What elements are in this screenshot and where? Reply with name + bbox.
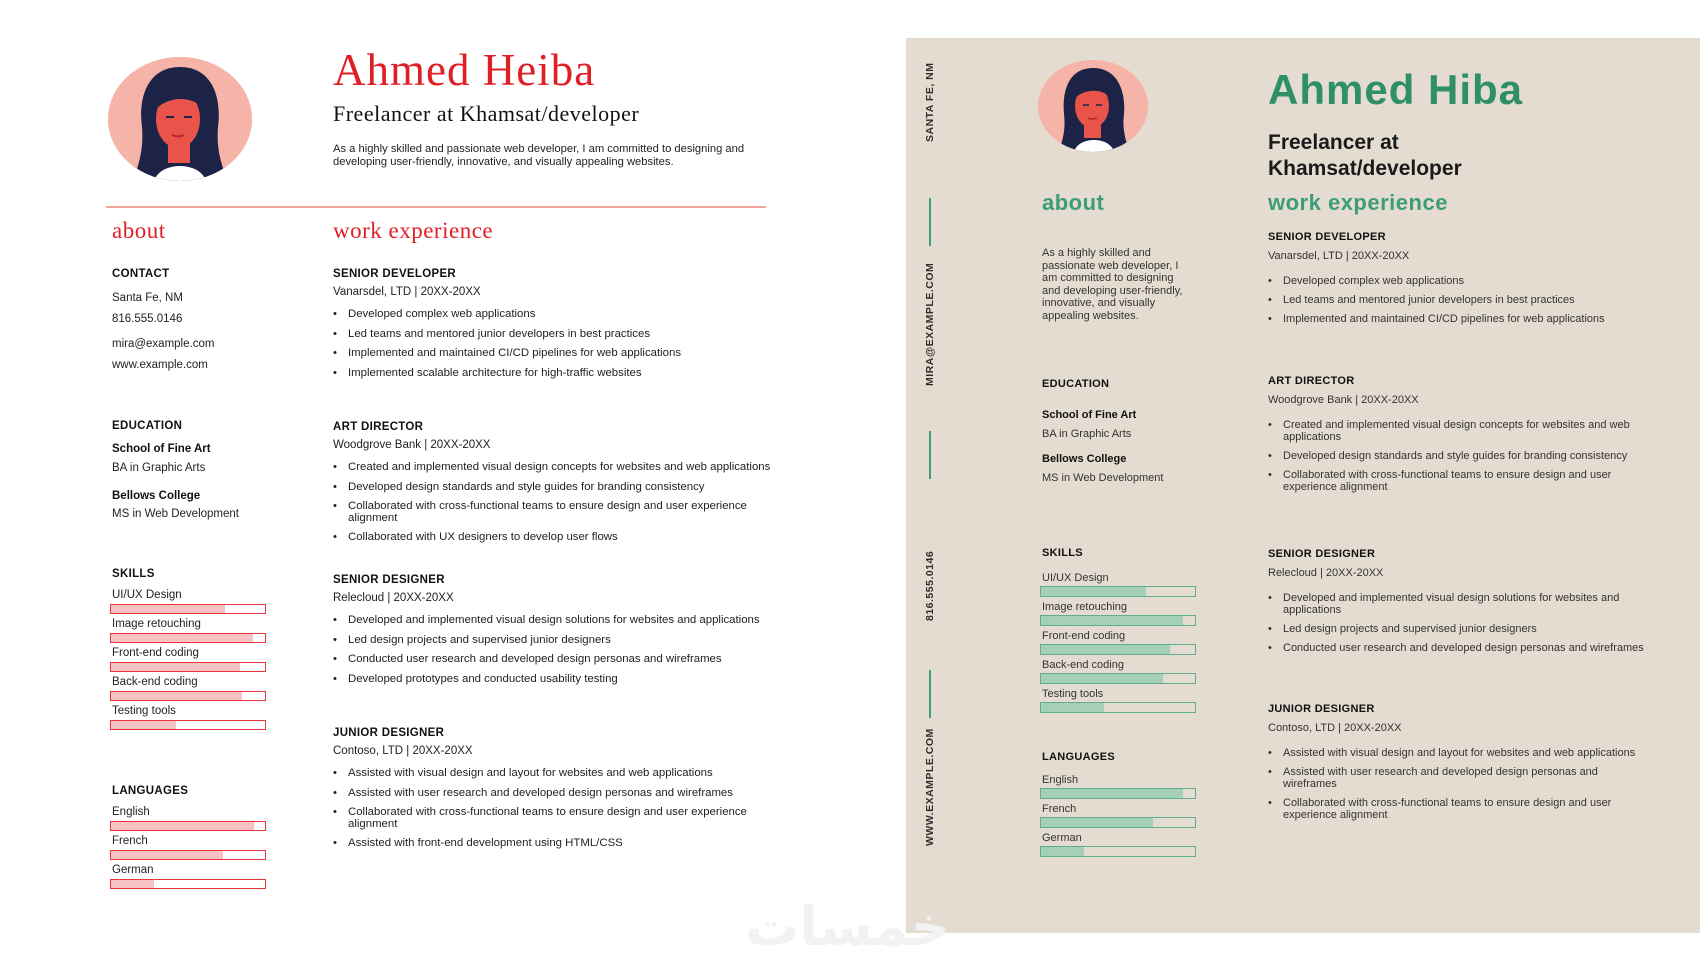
resume-summary: As a highly skilled and passionate web developer, I am committed to designing and developing user-friendly, innovative, and visually appealing websites. bbox=[333, 143, 745, 168]
skills-heading: SKILLS bbox=[112, 568, 155, 580]
skill-level-bar bbox=[110, 604, 266, 614]
skill-level-bar-fill bbox=[1041, 847, 1084, 856]
skill-level-bar bbox=[1040, 644, 1196, 655]
education-school: School of Fine Art bbox=[112, 443, 211, 455]
education-heading: EDUCATION bbox=[112, 420, 183, 432]
skill-label: Testing tools bbox=[112, 705, 176, 717]
job-bullet: • Collaborated with cross-functional teams to ensure design and user experience alignment bbox=[333, 807, 773, 830]
job-company-dates: Relecloud | 20XX-20XX bbox=[1268, 567, 1384, 579]
job-role: ART DIRECTOR bbox=[1268, 375, 1355, 387]
education-degree: BA in Graphic Arts bbox=[112, 462, 206, 474]
skill-level-bar-fill bbox=[1041, 587, 1146, 596]
job-role: SENIOR DESIGNER bbox=[1268, 548, 1376, 560]
languages-heading: LANGUAGES bbox=[112, 785, 189, 797]
resume-name: Ahmed Heiba bbox=[333, 45, 596, 95]
woman-portrait-icon bbox=[1038, 60, 1148, 152]
job-bullet: • Conducted user research and developed design personas and wireframes bbox=[1268, 642, 1648, 654]
skill-label: Front-end coding bbox=[112, 647, 199, 659]
job-bullet: • Assisted with user research and developed design personas and wireframes bbox=[1268, 766, 1648, 790]
skill-level-bar-fill bbox=[1041, 789, 1183, 798]
job-role: ART DIRECTOR bbox=[333, 421, 424, 433]
skill-level-bar-fill bbox=[1041, 645, 1170, 654]
skill-level-bar-fill bbox=[1041, 616, 1183, 625]
skill-label: French bbox=[1042, 803, 1077, 815]
resume-name: Ahmed Hiba bbox=[1268, 66, 1524, 113]
skill-level-bar bbox=[1040, 586, 1196, 597]
job-company-dates: Relecloud | 20XX-20XX bbox=[333, 592, 454, 604]
about-summary: As a highly skilled and passionate web developer, I am committed to designing and developing user-friendly, innovative, and visually appealing websites. bbox=[1042, 247, 1183, 322]
skill-level-bar bbox=[110, 662, 266, 672]
job-bullets bbox=[333, 462, 773, 552]
skill-level-bar-fill bbox=[1041, 674, 1163, 683]
skill-level-bar bbox=[1040, 817, 1196, 828]
side-phone: 816.555.0146 bbox=[924, 550, 936, 621]
job-bullet: • Assisted with visual design and layout for websites and web applications bbox=[333, 768, 773, 780]
job-bullets bbox=[333, 768, 773, 858]
skill-label: UI/UX Design bbox=[1042, 572, 1109, 584]
job-role: JUNIOR DESIGNER bbox=[333, 727, 445, 739]
skill-level-bar-fill bbox=[111, 634, 253, 642]
contact-phone: 816.555.0146 bbox=[112, 313, 183, 325]
about-heading: about bbox=[112, 218, 166, 243]
skill-level-bar bbox=[110, 850, 266, 860]
job-bullet: • Created and implemented visual design concepts for websites and web applications bbox=[333, 462, 773, 474]
side-location: SANTA FE, NM bbox=[924, 62, 936, 142]
job-bullets bbox=[333, 309, 773, 387]
job-bullet: • Led design projects and supervised junior designers bbox=[333, 635, 773, 647]
education-school: School of Fine Art bbox=[1042, 409, 1137, 421]
contact-location: Santa Fe, NM bbox=[112, 292, 183, 304]
skill-level-bar bbox=[110, 720, 266, 730]
header-divider bbox=[106, 206, 766, 208]
avatar-portrait bbox=[108, 57, 252, 181]
job-bullet: • Developed design standards and style guides for branding consistency bbox=[1268, 450, 1648, 462]
job-bullet: • Led teams and mentored junior developers in best practices bbox=[1268, 294, 1648, 306]
job-bullet: • Developed complex web applications bbox=[333, 309, 773, 321]
resume-template-green bbox=[906, 38, 1700, 933]
job-bullet: • Developed design standards and style guides for branding consistency bbox=[333, 482, 773, 494]
skill-label: German bbox=[112, 864, 154, 876]
skill-level-bar bbox=[1040, 846, 1196, 857]
job-bullets bbox=[1268, 419, 1648, 500]
job-company-dates: Contoso, LTD | 20XX-20XX bbox=[333, 745, 473, 757]
job-role: SENIOR DESIGNER bbox=[333, 574, 445, 586]
job-bullets bbox=[1268, 747, 1648, 828]
education-degree: MS in Web Development bbox=[1042, 472, 1164, 484]
skill-level-bar bbox=[1040, 788, 1196, 799]
skill-label: German bbox=[1042, 832, 1082, 844]
work-experience-heading: work experience bbox=[1268, 190, 1448, 215]
side-divider bbox=[929, 198, 931, 246]
skill-level-bar bbox=[1040, 673, 1196, 684]
skill-level-bar-fill bbox=[111, 721, 176, 729]
skill-label: Testing tools bbox=[1042, 688, 1104, 700]
contact-heading: CONTACT bbox=[112, 268, 170, 280]
contact-website: www.example.com bbox=[112, 359, 208, 371]
job-role: JUNIOR DESIGNER bbox=[1268, 703, 1375, 715]
side-divider bbox=[929, 670, 931, 718]
skill-level-bar bbox=[1040, 615, 1196, 626]
skill-level-bar bbox=[110, 691, 266, 701]
job-bullet: • Led teams and mentored junior developers in best practices bbox=[333, 329, 773, 341]
job-bullet: • Assisted with user research and developed design personas and wireframes bbox=[333, 788, 773, 800]
job-bullet: • Collaborated with cross-functional teams to ensure design and user experience alignment bbox=[333, 501, 773, 524]
side-email: MIRA@EXAMPLE.COM bbox=[924, 262, 936, 386]
skill-label: Back-end coding bbox=[1042, 659, 1124, 671]
education-heading: EDUCATION bbox=[1042, 378, 1110, 390]
watermark-logo: خمسات bbox=[745, 895, 950, 958]
job-role: SENIOR DEVELOPER bbox=[1268, 231, 1386, 243]
job-bullet: • Implemented and maintained CI/CD pipelines for web applications bbox=[1268, 313, 1648, 325]
skill-level-bar bbox=[110, 633, 266, 643]
job-company-dates: Vanarsdel, LTD | 20XX-20XX bbox=[333, 286, 481, 298]
job-bullet: • Assisted with visual design and layout for websites and web applications bbox=[1268, 747, 1648, 759]
about-heading: about bbox=[1042, 190, 1105, 215]
skill-label: Front-end coding bbox=[1042, 630, 1126, 642]
education-school: Bellows College bbox=[112, 490, 201, 502]
skill-level-bar-fill bbox=[111, 663, 240, 671]
side-website: WWW.EXAMPLE.COM bbox=[924, 728, 936, 846]
job-bullet: • Created and implemented visual design concepts for websites and web applications bbox=[1268, 419, 1648, 443]
skill-level-bar bbox=[110, 879, 266, 889]
job-bullet: • Collaborated with cross-functional teams to ensure design and user experience alignment bbox=[1268, 469, 1648, 493]
contact-email: mira@example.com bbox=[112, 338, 215, 350]
education-school: Bellows College bbox=[1042, 453, 1127, 465]
skill-level-bar-fill bbox=[1041, 818, 1153, 827]
job-bullet: • Implemented scalable architecture for high-traffic websites bbox=[333, 368, 773, 380]
skill-label: English bbox=[1042, 774, 1079, 786]
skill-level-bar-fill bbox=[111, 880, 154, 888]
skill-label: Image retouching bbox=[112, 618, 201, 630]
skill-level-bar-fill bbox=[111, 692, 242, 700]
resume-job-title: Freelancer at Khamsat/developer bbox=[333, 101, 640, 126]
job-bullet: • Developed and implemented visual design solutions for websites and applications bbox=[1268, 592, 1648, 616]
side-divider bbox=[929, 431, 931, 479]
job-bullet: • Led design projects and supervised junior designers bbox=[1268, 623, 1648, 635]
job-bullet: • Developed and implemented visual design solutions for websites and applications bbox=[333, 615, 773, 627]
job-company-dates: Vanarsdel, LTD | 20XX-20XX bbox=[1268, 250, 1410, 262]
education-degree: BA in Graphic Arts bbox=[1042, 428, 1132, 440]
job-bullet: • Collaborated with UX designers to develop user flows bbox=[333, 532, 773, 544]
skill-label: English bbox=[112, 806, 150, 818]
skill-level-bar bbox=[110, 821, 266, 831]
job-bullet: • Conducted user research and developed design personas and wireframes bbox=[333, 654, 773, 666]
skill-label: French bbox=[112, 835, 148, 847]
job-company-dates: Contoso, LTD | 20XX-20XX bbox=[1268, 722, 1402, 734]
job-bullet: • Collaborated with cross-functional teams to ensure design and user experience alignment bbox=[1268, 797, 1648, 821]
job-bullet: • Developed prototypes and conducted usability testing bbox=[333, 674, 773, 686]
skill-label: Back-end coding bbox=[112, 676, 198, 688]
education-degree: MS in Web Development bbox=[112, 508, 239, 520]
skills-heading: SKILLS bbox=[1042, 547, 1083, 559]
skill-level-bar-fill bbox=[111, 822, 254, 830]
resume-job-title: Freelancer at Khamsat/developer bbox=[1268, 131, 1462, 180]
skill-label: Image retouching bbox=[1042, 601, 1127, 613]
skill-level-bar-fill bbox=[111, 605, 225, 613]
skill-level-bar bbox=[1040, 702, 1196, 713]
job-company-dates: Woodgrove Bank | 20XX-20XX bbox=[333, 439, 491, 451]
job-role: SENIOR DEVELOPER bbox=[333, 268, 457, 280]
woman-portrait-icon bbox=[108, 57, 252, 181]
job-bullets bbox=[1268, 275, 1648, 332]
job-company-dates: Woodgrove Bank | 20XX-20XX bbox=[1268, 394, 1419, 406]
languages-heading: LANGUAGES bbox=[1042, 751, 1115, 763]
avatar-portrait bbox=[1038, 60, 1148, 152]
job-bullets bbox=[1268, 592, 1648, 661]
job-bullets bbox=[333, 615, 773, 693]
job-bullet: • Implemented and maintained CI/CD pipelines for web applications bbox=[333, 348, 773, 360]
skill-label: UI/UX Design bbox=[112, 589, 182, 601]
skill-level-bar-fill bbox=[1041, 703, 1104, 712]
job-bullet: • Developed complex web applications bbox=[1268, 275, 1648, 287]
skill-level-bar-fill bbox=[111, 851, 223, 859]
work-experience-heading: work experience bbox=[333, 218, 494, 243]
job-bullet: • Assisted with front-end development using HTML/CSS bbox=[333, 838, 773, 850]
